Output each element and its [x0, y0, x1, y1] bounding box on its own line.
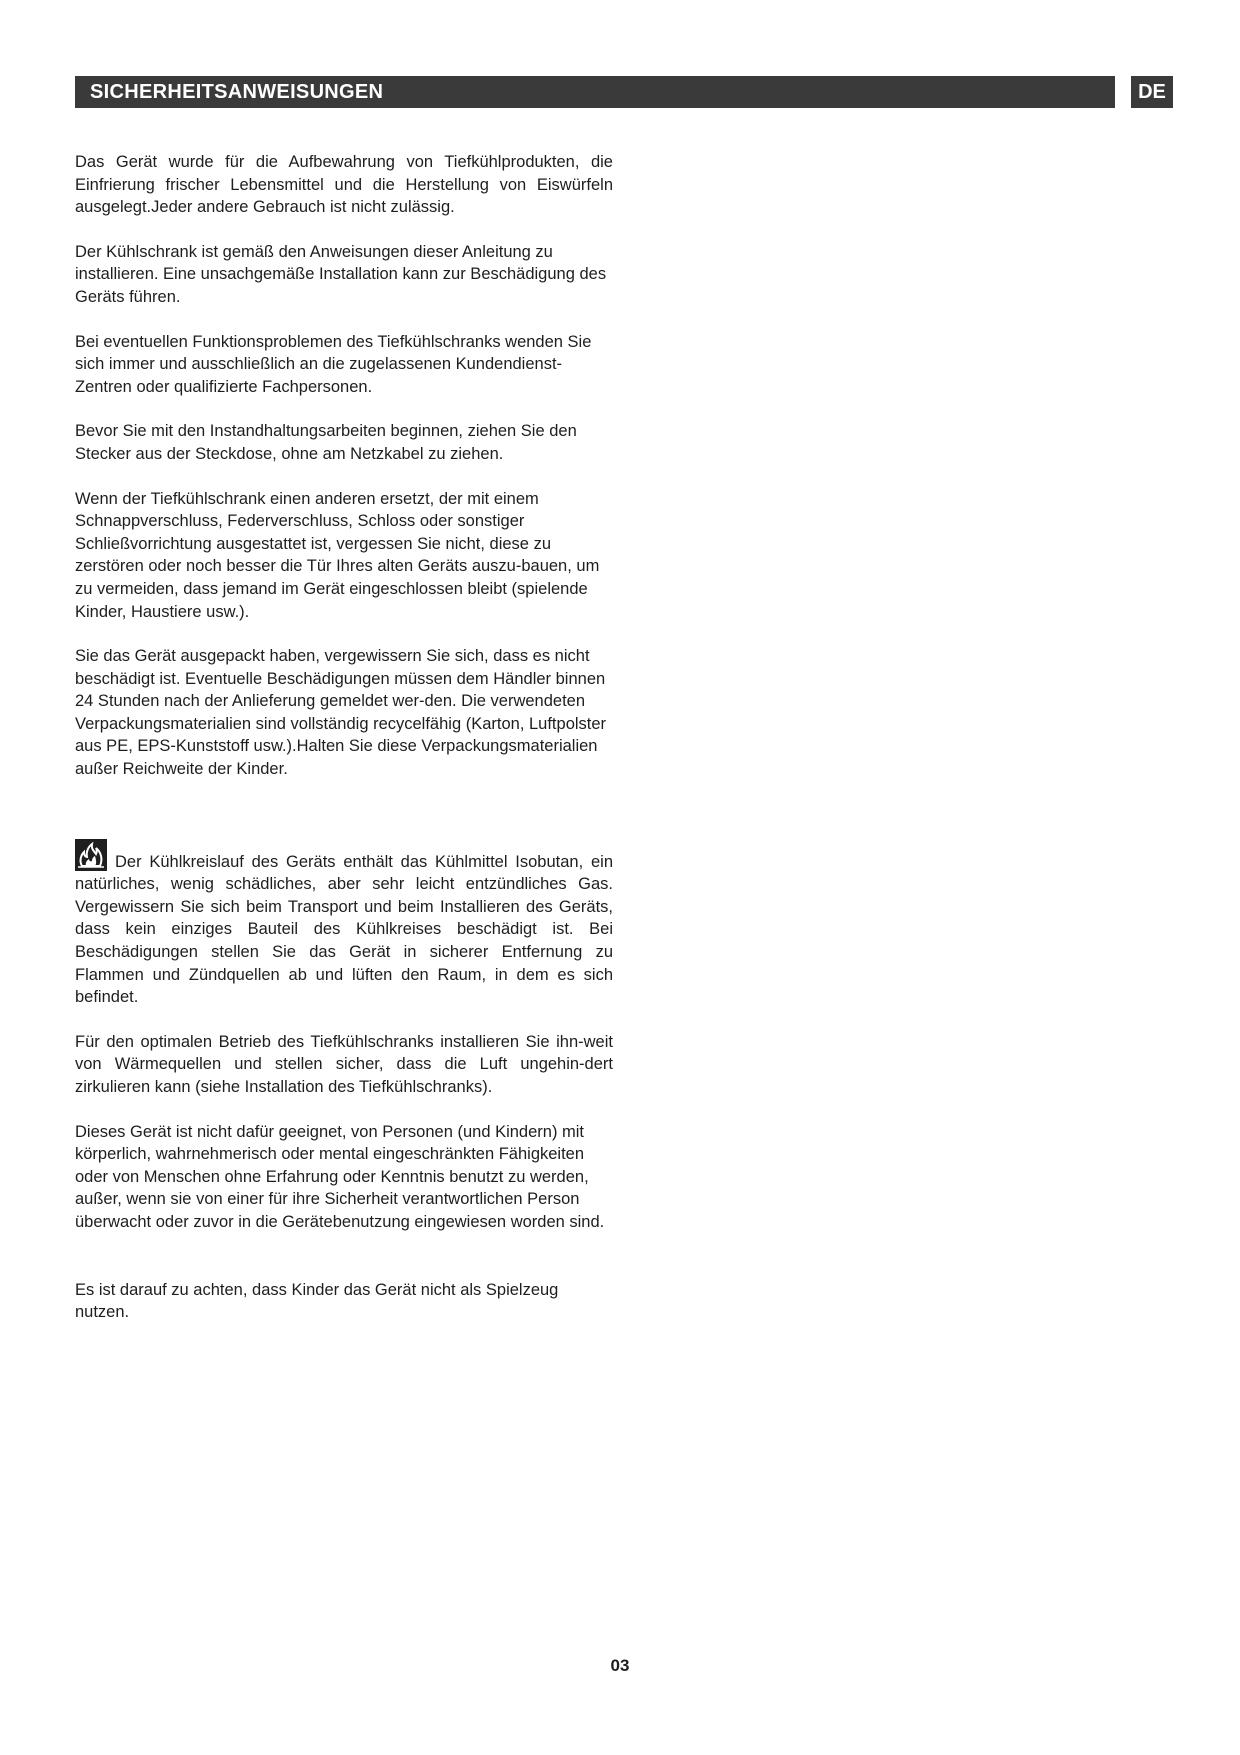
- refrigerant-text: Der Kühlkreislauf des Geräts enthält das Kühlmittel Isobutan, ein natürliches, wenig schädliches, aber sehr leicht entzündliches Gas. Vergewissern Sie sich beim Transport und beim Installieren des Geräts, dass kein einziges Bauteil des Kühlkreises beschädigt ist. Bei Beschädigungen stellen Sie das Gerät in sicherer Entfernung zu Flammen und Zündquellen ab und lüften den Raum, in dem es sich befindet.: [75, 852, 613, 1007]
- paragraph-ventilation: Für den optimalen Betrieb des Tiefkühlschranks installieren Sie ihn-weit von Wärmequellen und stellen sicher, dass die Luft ungehin-dert zirkulieren kann (siehe Installation des Tiefkühlschranks).: [75, 1032, 613, 1096]
- section-title: SICHERHEITSANWEISUNGEN: [75, 76, 1115, 108]
- page-number: 03: [610, 1656, 630, 1675]
- paragraph-unpacking: Sie das Gerät ausgepackt haben, vergewissern Sie sich, dass es nicht beschädigt ist. Eventuelle Beschädigungen müssen dem Händler binnen 24 Stunden nach der Anlieferung gemeldet wer-den. Die verwendeten Verpackungsmaterialien sind vollständig recycelfähig (Karton, Luftpolster aus PE, EPS-Kunststoff usw.).Halten Sie diese Verpackungsmaterialien außer Reichweite der Kinder.: [75, 647, 607, 779]
- paragraph-old-appliance: Wenn der Tiefkühlschrank einen anderen ersetzt, der mit einem Schnappverschluss, Federverschluss, Schloss oder sonstiger Schließvorrichtung ausgestattet ist, vergessen Sie nicht, diese zu zerstören oder noch besser die Tür Ihres alten Geräts auszu-bauen, um zu vermeiden, dass jemand im Gerät eingeschlossen bleibt (spielende Kinder, Haustiere usw.).: [75, 489, 600, 621]
- paragraph-restricted-persons: Dieses Gerät ist nicht dafür geeignet, von Personen (und Kindern) mit körperlich, wahrnehmerisch oder mental eingeschränkten Fähigkeiten oder von Menschen ohne Erfahrung oder Kenntnis benutzt zu werden, außer, wenn sie von einer für ihre Sicherheit verantwortlichen Person überwacht oder zuvor in die Gerätebenutzung eingewiesen worden sind.: [75, 1122, 605, 1231]
- paragraph-children: Es ist darauf zu achten, dass Kinder das Gerät nicht als Spielzeug nutzen.: [75, 1280, 559, 1322]
- paragraph-refrigerant: [75, 839, 613, 1009]
- language-badge: DE: [1131, 76, 1173, 108]
- paragraph-maintenance: Bevor Sie mit den Instandhaltungsarbeiten beginnen, ziehen Sie den Stecker aus der Steckdose, ohne am Netzkabel zu ziehen.: [75, 422, 577, 463]
- paragraph-intended-use: Das Gerät wurde für die Aufbewahrung von Tiefkühlprodukten, die Einfrierung frischer Lebensmittel und die Herstellung von Eiswürfeln ausgelegt.Jeder andere Gebrauch ist nicht zulässig.: [75, 153, 613, 217]
- flame-warning-icon: [75, 839, 107, 871]
- document-body: [75, 151, 613, 1324]
- paragraph-installation: Der Kühlschrank ist gemäß den Anweisungen dieser Anleitung zu installieren. Eine unsachgemäße Installation kann zur Beschädigung des Geräts führen.: [75, 242, 607, 306]
- paragraph-service: Bei eventuellen Funktionsproblemen des Tiefkühlschranks wenden Sie sich immer und ausschließlich an die zugelassenen Kundendienst-Zentren oder qualifizierte Fachpersonen.: [75, 332, 592, 396]
